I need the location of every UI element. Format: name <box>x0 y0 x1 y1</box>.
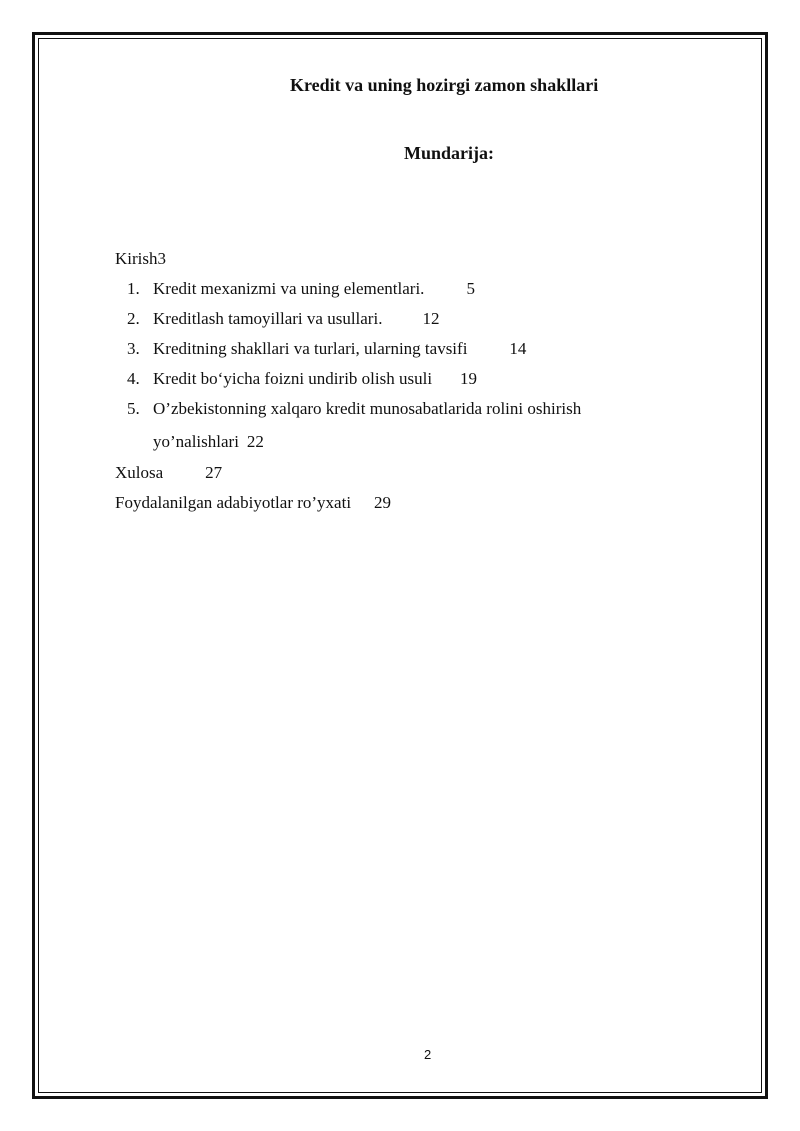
toc-entry-label-line2: yo’nalishlari <box>153 432 239 451</box>
toc-numbered-list <box>115 274 581 458</box>
toc-entry-2 <box>115 304 581 334</box>
page-number: 2 <box>424 1047 432 1062</box>
toc-entry-conclusion <box>115 458 581 488</box>
document-title: Kredit va uning hozirgi zamon shakllari <box>290 75 599 95</box>
toc-entry-page: 14 <box>509 339 527 358</box>
toc-entry-4 <box>115 364 581 394</box>
toc-entry-page: 19 <box>460 369 478 388</box>
toc-entry-page: 29 <box>374 493 392 512</box>
toc-entry-1 <box>115 274 581 304</box>
toc-entry-number: 1. <box>127 279 140 298</box>
toc-entry-label: Kreditning shakllari va turlari, ularning tavsifi <box>153 339 468 358</box>
toc-entry-number: 4. <box>127 369 140 388</box>
toc-entry-5 <box>115 394 581 458</box>
toc-entry-page: 12 <box>422 309 440 328</box>
page-border <box>32 32 768 1099</box>
toc-entry-label: Foydalanilgan adabiyotlar ro’yxati <box>115 493 352 512</box>
toc-entry-label: Kredit mexanizmi va uning elementlari. <box>153 279 425 298</box>
toc-entry-label-line1: O’zbekistonning xalqaro kredit munosabatlarida rolini oshirish <box>153 399 582 418</box>
toc-entry-label: Xulosa <box>115 463 164 482</box>
toc-heading: Mundarija: <box>404 143 494 163</box>
toc-entry-number: 2. <box>127 309 140 328</box>
table-of-contents <box>115 244 581 518</box>
toc-entry-label: Kredit bo‘yicha foizni undirib olish usuli <box>153 369 433 388</box>
toc-entry-intro <box>115 244 581 274</box>
toc-entry-references <box>115 488 581 518</box>
toc-entry-page: 27 <box>205 463 223 482</box>
page-border-inner <box>38 38 762 1093</box>
toc-entry-3 <box>115 334 581 364</box>
toc-entry-number: 5. <box>127 399 140 418</box>
toc-entry-number: 3. <box>127 339 140 358</box>
toc-entry-page: 22 <box>246 432 264 451</box>
toc-entry-label: Kirish <box>115 249 158 268</box>
toc-entry-page: 3 <box>157 249 166 268</box>
toc-entry-page: 5 <box>466 279 475 298</box>
toc-entry-label: Kreditlash tamoyillari va usullari. <box>153 309 383 328</box>
